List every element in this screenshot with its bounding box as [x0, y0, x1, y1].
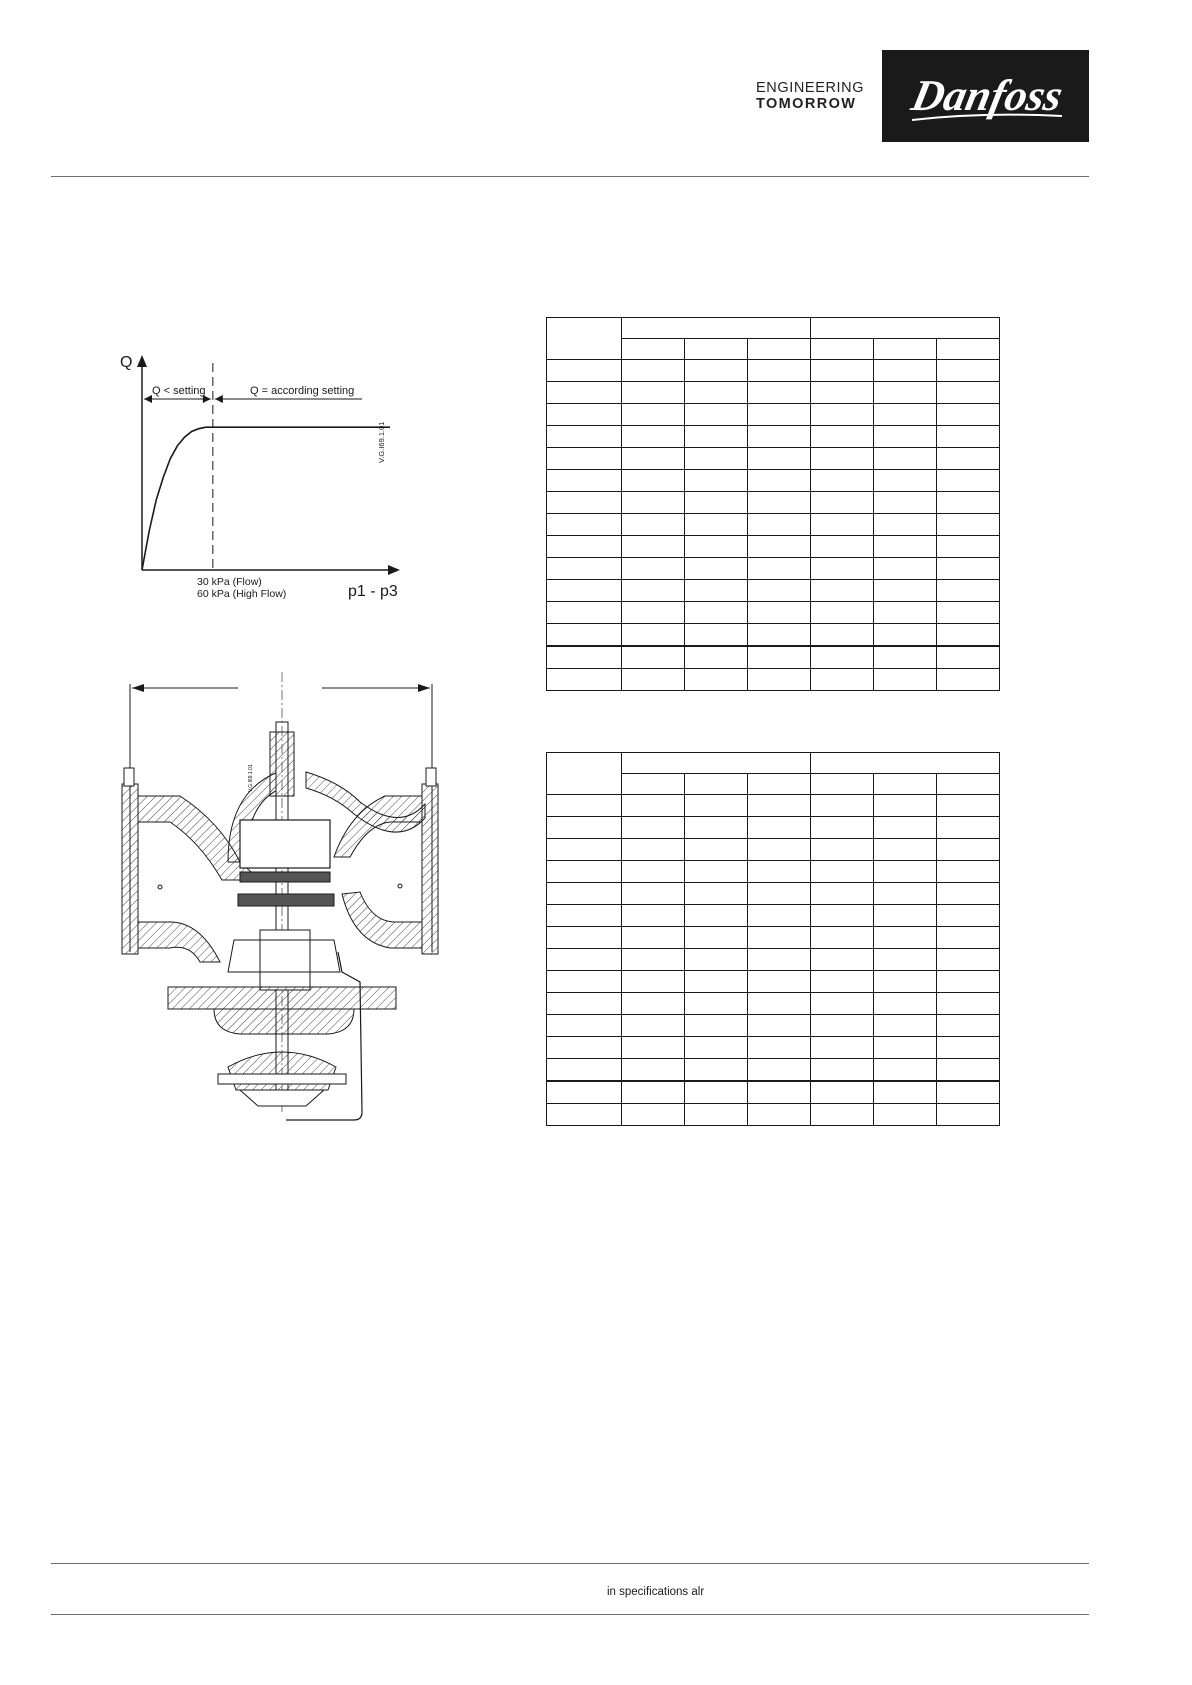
table-row — [547, 492, 1000, 514]
table-row — [547, 883, 1000, 905]
footer-text: in specifications alr — [607, 1586, 705, 1598]
table-row — [547, 536, 1000, 558]
table-row — [547, 426, 1000, 448]
x-axis-label: p1 - p3 — [348, 583, 398, 600]
table-row — [547, 1081, 1000, 1104]
header-rule — [51, 176, 1089, 177]
table-header-group — [811, 318, 1000, 339]
table-header-row — [547, 318, 1000, 339]
table-row — [547, 1104, 1000, 1126]
slogan-line-1: ENGINEERING — [756, 80, 865, 96]
table-header-cell — [547, 753, 622, 795]
footer-rule-bottom — [51, 1614, 1089, 1615]
table-row — [547, 382, 1000, 404]
annotation-arrowhead — [144, 395, 152, 403]
valve-cross-section-drawing — [110, 672, 450, 1137]
table-row — [547, 1059, 1000, 1082]
y-axis-arrow — [137, 355, 147, 367]
table-header-group — [622, 318, 811, 339]
chart-drawing-code: V.G.I69.1.01 — [377, 421, 386, 463]
table-row — [547, 624, 1000, 647]
table-row — [547, 448, 1000, 470]
table-header-row — [547, 753, 1000, 774]
table-row — [547, 993, 1000, 1015]
threshold-label-high-flow: 60 kPa (High Flow) — [197, 588, 287, 600]
table-row — [547, 795, 1000, 817]
table-row — [547, 861, 1000, 883]
table-row — [547, 669, 1000, 691]
table-row — [547, 1015, 1000, 1037]
slogan — [756, 80, 876, 112]
table-row — [547, 949, 1000, 971]
annotation-arrowhead — [215, 395, 223, 403]
flow-characteristic-chart — [100, 345, 420, 605]
y-axis-label: Q — [120, 354, 133, 371]
annotation-q-less-setting: Q < setting — [152, 385, 206, 397]
table-row — [547, 817, 1000, 839]
table-row — [547, 927, 1000, 949]
specification-table-2 — [546, 752, 1000, 1126]
table-row — [547, 514, 1000, 536]
danfoss-logo — [882, 50, 1089, 142]
threshold-label-flow: 30 kPa (Flow) — [197, 576, 262, 588]
slogan-line-2: TOMORROW — [756, 96, 857, 112]
table-row — [547, 971, 1000, 993]
annotation-q-according-setting: Q = according setting — [250, 385, 355, 397]
flow-curve — [142, 427, 390, 570]
logo-text: Danfoss — [907, 70, 1068, 120]
specification-table-1 — [546, 317, 1000, 691]
table-header-group — [622, 753, 811, 774]
table-row — [547, 602, 1000, 624]
table-row — [547, 646, 1000, 669]
drawing-code: V.G.I69.1.01 — [248, 764, 254, 792]
table-header-cell — [547, 318, 622, 360]
table-row — [547, 558, 1000, 580]
table-row — [547, 580, 1000, 602]
table-row — [547, 839, 1000, 861]
table-row — [547, 1037, 1000, 1059]
table-row — [547, 470, 1000, 492]
x-axis-arrow — [388, 565, 400, 575]
footer-rule-top — [51, 1563, 1089, 1564]
table-row — [547, 905, 1000, 927]
table-header-group — [811, 753, 1000, 774]
table-row — [547, 360, 1000, 382]
table-row — [547, 404, 1000, 426]
danfoss-logo-wordmark — [882, 50, 1089, 142]
